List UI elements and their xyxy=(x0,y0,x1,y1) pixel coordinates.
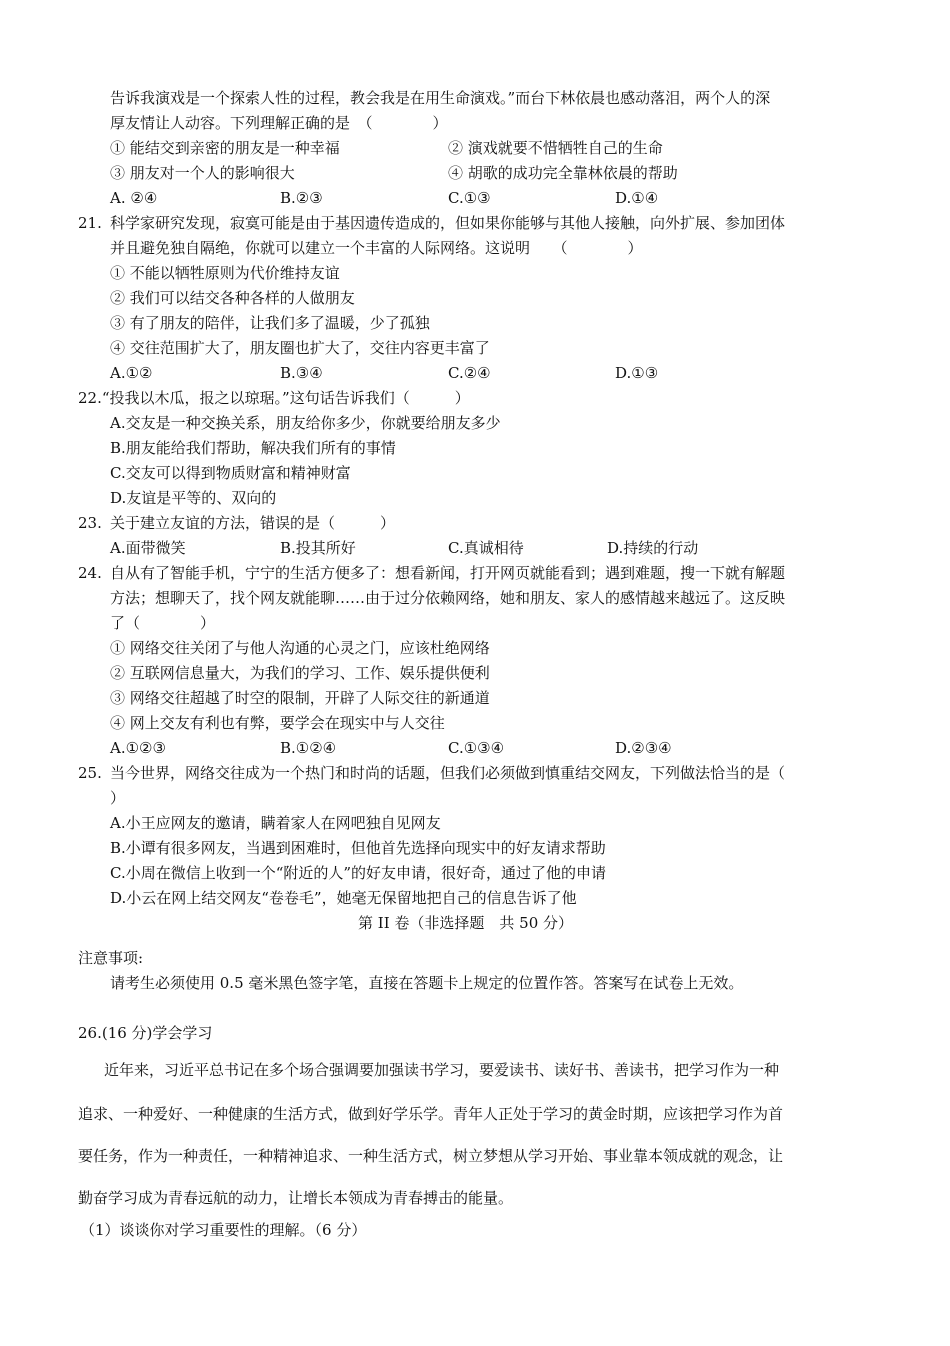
q21-statement-3: ③ 有了朋友的陪伴，让我们多了温暖，少了孤独 xyxy=(110,314,430,332)
q26-subquestion-1: （1）谈谈你对学习重要性的理解。（6 分） xyxy=(80,1221,367,1239)
q24-stem-line-3: 了（ ） xyxy=(110,614,216,632)
q25-stem-line-1: 当今世界，网络交往成为一个热门和时尚的话题，但我们必须做到慎重结交网友，下列做法恰当的是（ xyxy=(110,764,786,782)
q26-paragraph-line-4: 勤奋学习成为青春远航的动力，让增长本领成为青春搏击的能量。 xyxy=(78,1189,514,1207)
q24-statement-1: ① 网络交往关闭了与他人沟通的心灵之门，应该杜绝网络 xyxy=(110,639,490,657)
q24-option-a: A.①②③ xyxy=(110,739,166,757)
q25-stem-line-2: ） xyxy=(110,789,126,807)
q26-heading: 26.(16 分)学会学习 xyxy=(78,1024,213,1042)
q20-statement-1: ① 能结交到亲密的朋友是一种幸福 xyxy=(110,139,340,157)
q25-option-b: B.小谭有很多网友，当遇到困难时，但他首先选择向现实中的好友请求帮助 xyxy=(110,839,606,857)
q26-paragraph-line-3: 要任务，作为一种责任，一种精神追求、一种生活方式，树立梦想从学习开始、事业靠本领成就的观念，让 xyxy=(78,1147,784,1165)
q20-statement-2: ② 演戏就要不惜牺牲自己的生命 xyxy=(448,139,663,157)
q24-number: 24. xyxy=(78,564,102,582)
notice-label: 注意事项: xyxy=(78,949,144,967)
q24-option-b: B.①②④ xyxy=(280,739,337,757)
q23-stem: 关于建立友谊的方法，错误的是（ ） xyxy=(110,514,396,532)
q21-option-d: D.①③ xyxy=(615,364,659,382)
q24-stem-line-1: 自从有了智能手机，宁宁的生活方便多了：想看新闻，打开网页就能看到；遇到难题，搜一下就有解题 xyxy=(110,564,786,582)
q21-stem-line-1: 科学家研究发现，寂寞可能是由于基因遗传造成的，但如果你能够与其他人接触，向外扩展、参加团体 xyxy=(110,214,786,232)
q24-statement-4: ④ 网上交友有利也有弊，要学会在现实中与人交往 xyxy=(110,714,445,732)
q20-stem-line-1: 告诉我演戏是一个探索人性的过程，教会我是在用生命演戏。”而台下林依晨也感动落泪，两个人的深 xyxy=(110,89,771,107)
q21-statement-1: ① 不能以牺牲原则为代价维持友谊 xyxy=(110,264,340,282)
q21-number: 21. xyxy=(78,214,102,232)
q24-stem-line-2: 方法；想聊天了，找个网友就能聊……由于过分依赖网络，她和朋友、家人的感情越来越远了。这反映 xyxy=(110,589,786,607)
q20-stem-line-2: 厚友情让人动容。下列理解正确的是 （ ） xyxy=(110,114,448,132)
q25-option-d: D.小云在网上结交网友“卷卷毛”，她毫无保留地把自己的信息告诉了他 xyxy=(110,889,577,907)
q21-option-a: A.①② xyxy=(110,364,153,382)
q24-option-d: D.②③④ xyxy=(615,739,672,757)
q22-stem: 22.“投我以木瓜，报之以琼琚。”这句话告诉我们（ ） xyxy=(78,389,470,407)
q22-option-b: B.朋友能给我们帮助，解决我们所有的事情 xyxy=(110,439,396,457)
q23-option-b: B.投其所好 xyxy=(280,539,356,557)
q22-option-d: D.友谊是平等的、双向的 xyxy=(110,489,277,507)
q20-option-c: C.①③ xyxy=(448,189,491,207)
q26-paragraph-line-1: 近年来，习近平总书记在多个场合强调要加强读书学习，要爱读书、读好书、善读书，把学习作为一种 xyxy=(104,1061,780,1079)
notice-text: 请考生必须使用 0.5 毫米黑色签字笔，直接在答题卡上规定的位置作答。答案写在试卷上无效。 xyxy=(110,974,744,992)
q23-option-a: A.面带微笑 xyxy=(110,539,186,557)
q22-option-a: A.交友是一种交换关系，朋友给你多少，你就要给朋友多少 xyxy=(110,414,501,432)
q26-paragraph-line-2: 追求、一种爱好、一种健康的生活方式，做到好学乐学。青年人正处于学习的黄金时期，应该把学习作为首 xyxy=(78,1105,784,1123)
q25-number: 25. xyxy=(78,764,102,782)
q24-option-c: C.①③④ xyxy=(448,739,505,757)
q20-statement-4: ④ 胡歌的成功完全靠林依晨的帮助 xyxy=(448,164,678,182)
q20-option-b: B.②③ xyxy=(280,189,323,207)
part2-title: 第 II 卷（非选择题 共 50 分） xyxy=(358,914,574,932)
q21-statement-4: ④ 交往范围扩大了，朋友圈也扩大了，交往内容更丰富了 xyxy=(110,339,490,357)
q21-statement-2: ② 我们可以结交各种各样的人做朋友 xyxy=(110,289,355,307)
q21-stem-line-2: 并且避免独自隔绝，你就可以建立一个丰富的人际网络。这说明 （ ） xyxy=(110,239,643,257)
q20-statement-3: ③ 朋友对一个人的影响很大 xyxy=(110,164,295,182)
q20-option-a: A. ②④ xyxy=(110,189,158,207)
q23-number: 23. xyxy=(78,514,102,532)
q24-statement-2: ② 互联网信息量大，为我们的学习、工作、娱乐提供便利 xyxy=(110,664,490,682)
q22-option-c: C.交友可以得到物质财富和精神财富 xyxy=(110,464,351,482)
q24-statement-3: ③ 网络交往超越了时空的限制，开辟了人际交往的新通道 xyxy=(110,689,490,707)
q21-option-b: B.③④ xyxy=(280,364,323,382)
q20-option-d: D.①④ xyxy=(615,189,659,207)
q25-option-a: A.小王应网友的邀请，瞒着家人在网吧独自见网友 xyxy=(110,814,441,832)
q23-option-d: D.持续的行动 xyxy=(607,539,699,557)
q23-option-c: C.真诚相待 xyxy=(448,539,524,557)
q21-option-c: C.②④ xyxy=(448,364,491,382)
q25-option-c: C.小周在微信上收到一个“附近的人”的好友申请，很好奇，通过了他的申请 xyxy=(110,864,607,882)
